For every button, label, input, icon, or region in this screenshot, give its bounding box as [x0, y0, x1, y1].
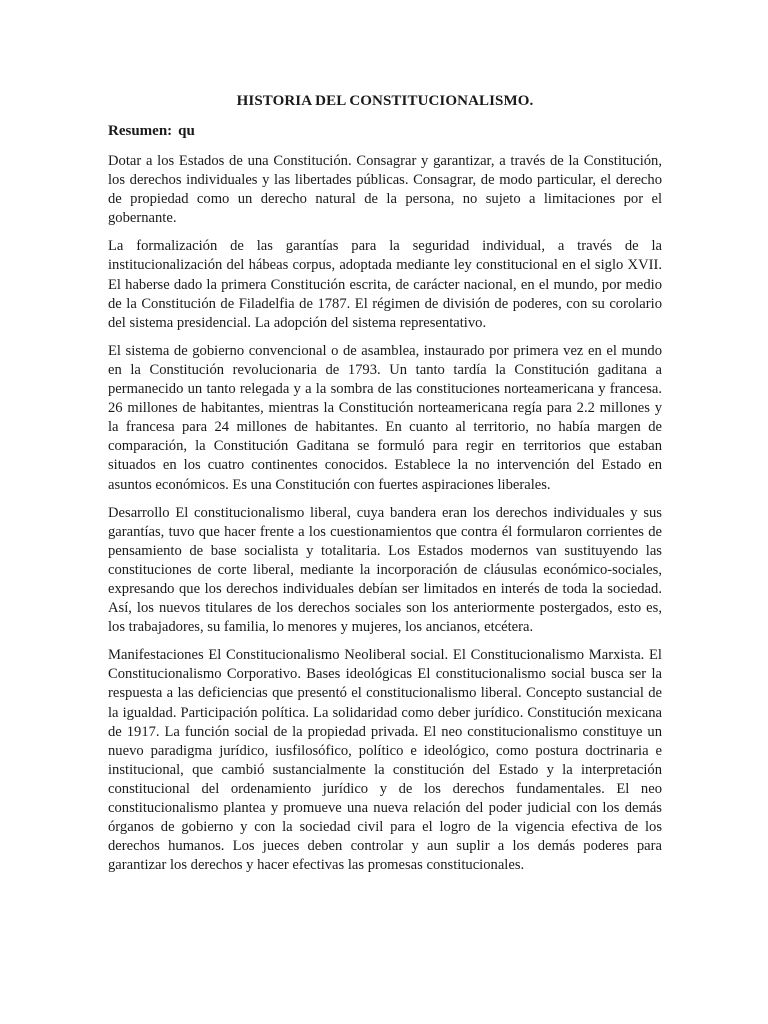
- paragraph-manifestations: Manifestaciones El Constitucionalismo Neoliberal social. El Constitucionalismo Marxista. El Constitucionalismo Corporativo. Bases ideológicas El constitucionalismo social busca ser la respuesta a las deficiencias que presentó el constitucionalismo liberal. Concepto sustancial de la igualdad. Participación política. La solidaridad como deber jurídico. Constitución mexicana de 1917. La función social de la propiedad privada. El neo constitucionalismo constituye un nuevo paradigma jurídico, iusfilosófico, político e ideológico, como postura doctrinaria e institucional, que cambió sustancialmente la constitución del Estado y la interpretación constitucional del ordenamiento jurídico y de los derechos fundamentales. El neo constitucionalismo plantea y promueve una nueva relación del poder judicial con los demás órganos de gobierno y con la sociedad civil para el logro de la vigencia efectiva de los derechos humanos. Los jueces deben controlar y aun suplir a los demás poderes para garantizar los derechos y hacer efectivas las promesas constitucionales.: [108, 647, 662, 874]
- paragraph-objectives: Dotar a los Estados de una Constitución. Consagrar y garantizar, a través de la Constitución, los derechos individuales y las libertades públicas. Consagrar, de modo particular, el derecho de propiedad como un derecho natural de la persona, no sujeto a limitaciones por el gobernante.: [108, 153, 662, 227]
- document-title: HISTORIA DEL CONSTITUCIONALISMO.: [236, 93, 534, 109]
- paragraph-development: Desarrollo El constitucionalismo liberal, cuya bandera eran los derechos individuales y sus garantías, tuvo que hacer frente a los cuestionamientos que contra él formularon corrientes de pensamiento de base socialista y totalitaria. Los Estados modernos van sustituyendo las constituciones de corte liberal, mediante la incorporación de cláusulas económico-sociales, expresando que los derechos individuales debían ser limitados en interés de toda la sociedad. Así, los nuevos titulares de los derechos sociales son los anteriormente postergados, esto es, los trabajadores, su familia, lo menores y mujeres, los ancianos, etcétera.: [108, 504, 662, 636]
- summary-value: qu: [178, 123, 195, 139]
- paragraph-guarantees: La formalización de las garantías para la seguridad individual, a través de la institucionalización del hábeas corpus, adoptada mediante ley constitucional en el siglo XVII. El haberse dado la primera Constitución escrita, de carácter nacional, en el mundo, por medio de la Constitución de Filadelfia de 1787. El régimen de división de poderes, con su corolario del sistema presidencial. La adopción del sistema representativo.: [108, 238, 662, 331]
- paragraph-government-system: El sistema de gobierno convencional o de asamblea, instaurado por primera vez en el mundo en la Constitución revolucionaria de 1793. Un tanto tardía la Constitución gaditana a permanecido un tanto relegada y a la sombra de las constituciones norteamericana y francesa. 26 millones de habitantes, mientras la Constitución norteamericana regía para 2.2 millones y la francesa para 24 millones de habitantes. En cuanto al territorio, no había margen de comparación, la Constitución Gaditana se formuló para regir en territorios que estaban situados en los cuatro continentes conocidos. Establece la no intervención del Estado en asuntos económicos. Es una Constitución con fuertes aspiraciones liberales.: [108, 342, 662, 493]
- summary-heading: [108, 122, 662, 140]
- summary-label: Resumen:: [108, 123, 173, 139]
